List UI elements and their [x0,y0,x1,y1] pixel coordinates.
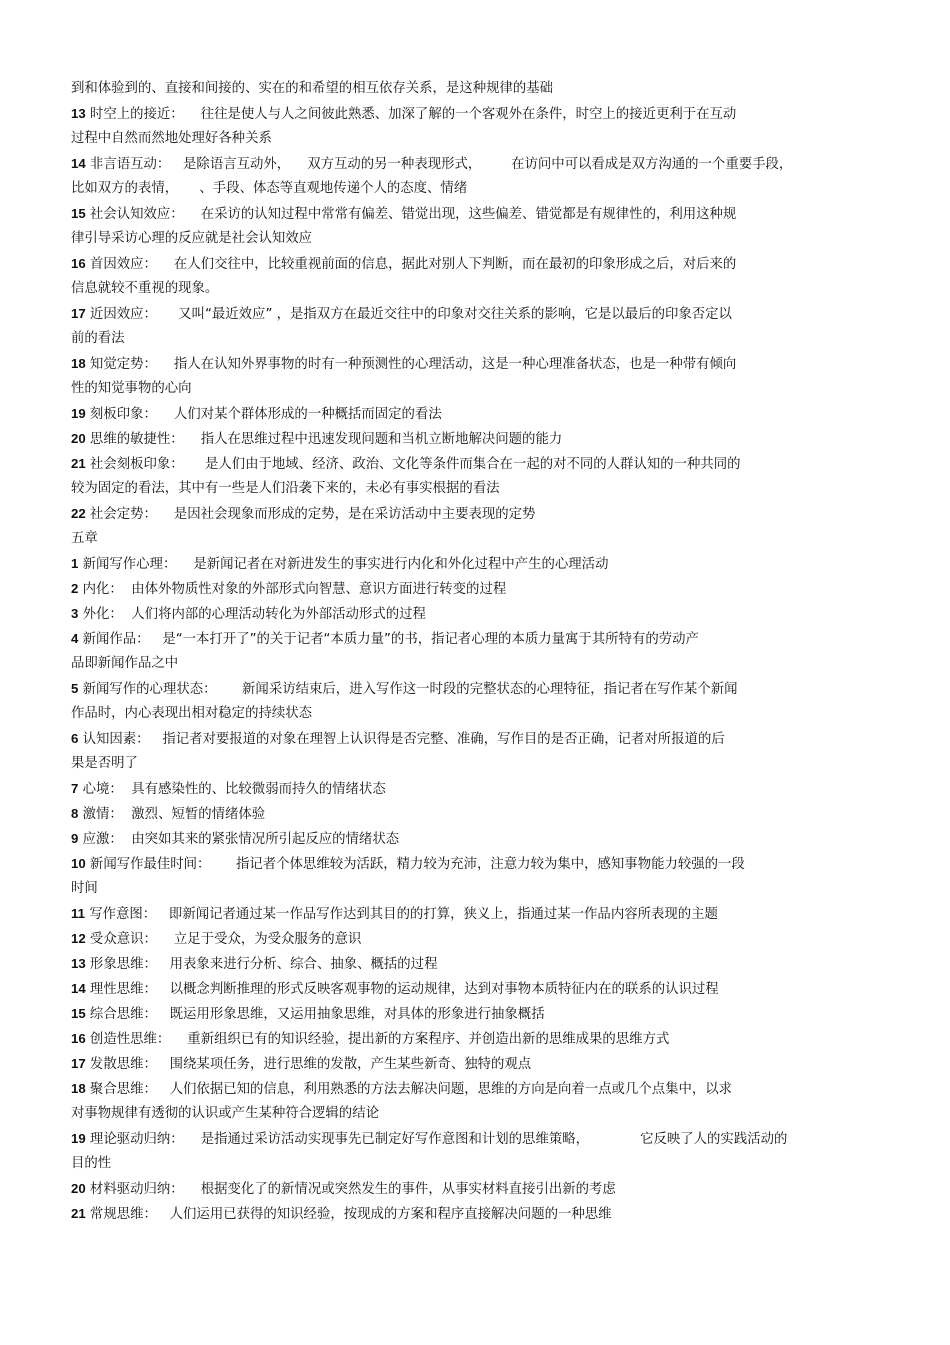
entry-text: 形象思维： 用表象来进行分析、综合、抽象、概括的过程 [85,956,438,972]
definition-entry [71,1176,861,1201]
entry-number: 4 [71,630,79,646]
entry-number: 21 [71,1205,86,1221]
entry-line [71,826,861,851]
entry-text: 时空上的接近： 往往是使人与人之间彼此熟悉、加深了解的一个客观外在条件，时空上的接近更利于在互动 [85,106,737,122]
entry-number: 10 [71,855,86,871]
entry-number: 15 [71,205,86,221]
entry-text: 新闻写作的心理状态： 新闻采访结束后，进入写作这一时段的完整状态的心理特征，指记者在写作某个新闻 [78,681,738,697]
entry-number: 16 [71,1030,86,1046]
entry-line [71,401,861,426]
entry-number: 18 [71,1080,86,1096]
definition-entry [71,251,861,301]
entry-number: 6 [71,730,79,746]
entry-line [71,751,861,776]
entry-line [71,351,861,376]
entry-number: 14 [71,155,86,171]
entry-line [71,726,861,751]
entry-line [71,951,861,976]
entry-text: 过程中自然而然地处理好各种关系 [71,130,272,146]
entry-text: 果是否明了 [71,755,138,771]
document-body [71,76,861,1226]
entry-text: 前的看法 [71,330,125,346]
entry-text: 比如双方的表情， 、手段、体态等直观地传递个人的态度、情绪 [71,180,468,196]
entry-line [71,576,861,601]
entry-number: 17 [71,305,86,321]
entry-number: 11 [71,905,85,921]
entry-line [71,1101,861,1126]
entry-line [71,201,861,226]
entry-line [71,526,861,551]
entry-text: 内化： 由体外物质性对象的外部形式向智慧、意识方面进行转变的过程 [78,581,507,597]
entry-text: 应激： 由突如其来的紧张情况所引起反应的情绪状态 [78,831,400,847]
entry-line [71,676,861,701]
entry-line [71,1176,861,1201]
definition-entry [71,101,861,151]
entry-text: 对事物规律有透彻的认识或产生某种符合逻辑的结论 [71,1105,379,1121]
entry-text: 刻板印象： 人们对某个群体形成的一种概括而固定的看法 [85,406,442,422]
entry-number: 1 [71,555,79,571]
entry-text: 目的性 [71,1155,112,1171]
entry-line [71,276,861,301]
entry-text: 新闻写作心理： 是新闻记者在对新进发生的事实进行内化和外化过程中产生的心理活动 [78,556,609,572]
entry-number: 2 [71,580,79,596]
definition-entry [71,676,861,726]
entry-number: 20 [71,1180,86,1196]
entry-text: 信息就较不重视的现象。 [71,280,219,296]
entry-text: 材料驱动归纳： 根据变化了的新情况或突然发生的事件，从事实材料直接引出新的考虑 [85,1181,616,1197]
entry-line [71,101,861,126]
entry-text: 作品时，内心表现出相对稳定的持续状态 [71,705,313,721]
definition-entry [71,976,861,1001]
entry-line [71,926,861,951]
entry-line [71,976,861,1001]
entry-text: 非言语互动： 是除语言互动外， 双方互动的另一种表现形式， 在访问中可以看成是双方沟通的一个重要手段， [85,156,793,172]
entry-line [71,251,861,276]
entry-line [71,326,861,351]
entry-text: 聚合思维： 人们依据已知的信息，利用熟悉的方法去解决问题，思维的方向是向着一点或几个点集中，以求 [85,1081,733,1097]
entry-number: 13 [71,955,86,971]
entry-line [71,501,861,526]
entry-line [71,551,861,576]
entry-text: 社会认知效应： 在采访的认知过程中常常有偏差、错觉出现，这些偏差、错觉都是有规律性的，利用这种规 [85,206,737,222]
entry-number: 20 [71,430,86,446]
definition-entry [71,1076,861,1126]
entry-line [71,801,861,826]
definition-entry [71,351,861,401]
definition-entry [71,576,861,601]
definition-entry [71,451,861,501]
entry-number: 21 [71,455,86,471]
entry-number: 5 [71,680,79,696]
entry-line [71,1076,861,1101]
entry-line [71,426,861,451]
entry-line [71,851,861,876]
entry-text: 理性思维： 以概念判断推理的形式反映客观事物的运动规律，达到对事物本质特征内在的联系的认识过程 [85,981,719,997]
entry-line [71,76,861,101]
entry-number: 8 [71,805,79,821]
entry-line [71,701,861,726]
entry-line [71,226,861,251]
definition-entry [71,201,861,251]
entry-text: 理论驱动归纳： 是指通过采访活动实现事先已制定好写作意图和计划的思维策略， 它反映了人的实践活动的 [85,1131,788,1147]
entry-line [71,626,861,651]
entry-line [71,1201,861,1226]
entry-number: 17 [71,1055,86,1071]
entry-text: 发散思维： 围绕某项任务，进行思维的发散，产生某些新奇、独特的观点 [85,1056,532,1072]
definition-entry [71,1201,861,1226]
entry-number: 9 [71,830,79,846]
entry-text: 心境： 具有感染性的、比较微弱而持久的情绪状态 [78,781,386,797]
entry-line [71,151,861,176]
entry-line [71,776,861,801]
entry-line [71,601,861,626]
entry-line [71,476,861,501]
definition-entry [71,1026,861,1051]
entry-line [71,301,861,326]
entry-line [71,176,861,201]
entry-line [71,651,861,676]
entry-text: 到和体验到的、直接和间接的、实在的和希望的相互依存关系，是这种规律的基础 [71,80,554,96]
entry-text: 近因效应： 又叫“最近效应” ，是指双方在最近交往中的印象对交往关系的影响，它是以最后的印象否定以 [85,306,732,322]
entry-text: 外化： 人们将内部的心理活动转化为外部活动形式的过程 [78,606,426,622]
entry-text: 创造性思维： 重新组织已有的知识经验，提出新的方案程序、并创造出新的思维成果的思维方式 [85,1031,670,1047]
entry-text: 综合思维： 既运用形象思维，又运用抽象思维，对具体的形象进行抽象概括 [85,1006,545,1022]
entry-number: 22 [71,505,86,521]
entry-text: 律引导采访心理的反应就是社会认知效应 [71,230,313,246]
entry-text: 社会定势： 是因社会现象而形成的定势，是在采访活动中主要表现的定势 [85,506,536,522]
entry-text: 品即新闻作品之中 [71,655,179,671]
entry-line [71,1151,861,1176]
definition-entry [71,1001,861,1026]
definition-entry [71,1126,861,1176]
entry-text: 激情： 激烈、短暂的情绪体验 [78,806,266,822]
definition-entry [71,501,861,526]
entry-text: 知觉定势： 指人在认知外界事物的时有一种预测性的心理活动，这是一种心理准备状态，也是一种带有倾向 [85,356,737,372]
definition-entry [71,801,861,826]
definition-entry [71,151,861,201]
entry-text: 首因效应： 在人们交往中，比较重视前面的信息，据此对别人下判断，而在最初的印象形成之后，对后来的 [85,256,737,272]
entry-number: 19 [71,405,86,421]
entry-text: 新闻写作最佳时间： 指记者个体思维较为活跃，精力较为充沛，注意力较为集中，感知事物能力较强的一段 [85,856,745,872]
entry-text: 受众意识： 立足于受众，为受众服务的意识 [85,931,362,947]
entry-number: 3 [71,605,79,621]
entry-text: 常规思维： 人们运用已获得的知识经验，按现成的方案和程序直接解决问题的一种思维 [85,1206,612,1222]
definition-entry [71,426,861,451]
definition-entry [71,776,861,801]
entry-line [71,876,861,901]
entry-line [71,126,861,151]
entry-number: 15 [71,1005,86,1021]
entry-line [71,1001,861,1026]
entry-number: 14 [71,980,86,996]
entry-text: 新闻作品： 是“一本打开了”的关于记者“本质力量”的书，指记者心理的本质力量寓于其所特有的劳动产 [78,631,699,647]
definition-entry [71,526,861,551]
entry-line [71,1126,861,1151]
definition-entry [71,601,861,626]
definition-entry [71,726,861,776]
entry-text: 性的知觉事物的心向 [71,380,192,396]
entry-line [71,1026,861,1051]
definition-entry [71,851,861,901]
definition-entry [71,301,861,351]
entry-line [71,376,861,401]
entry-number: 13 [71,105,86,121]
entry-number: 19 [71,1130,86,1146]
entry-line [71,451,861,476]
definition-entry [71,76,861,101]
definition-entry [71,401,861,426]
entry-number: 7 [71,780,79,796]
definition-entry [71,551,861,576]
definition-entry [71,951,861,976]
definition-entry [71,826,861,851]
entry-text: 思维的敏捷性： 指人在思维过程中迅速发现问题和当机立断地解决问题的能力 [85,431,563,447]
entry-text: 认知因素： 指记者对要报道的对象在理智上认识得是否完整、准确，写作目的是否正确，记者对所报道的后 [78,731,725,747]
entry-text: 较为固定的看法，其中有一些是人们沿袭下来的，未必有事实根据的看法 [71,480,500,496]
definition-entry [71,926,861,951]
entry-number: 16 [71,255,86,271]
entry-text: 写作意图： 即新闻记者通过某一作品写作达到其目的的打算，狭义上，指通过某一作品内容所表现的主题 [84,906,718,922]
entry-number: 12 [71,930,86,946]
entry-text: 社会刻板印象： 是人们由于地域、经济、政治、文化等条件而集合在一起的对不同的人群认知的一种共同的 [85,456,741,472]
definition-entry [71,1051,861,1076]
definition-entry [71,626,861,676]
entry-text: 五章 [71,530,98,546]
entry-number: 18 [71,355,86,371]
entry-line [71,901,861,926]
entry-text: 时间 [71,880,98,896]
definition-entry [71,901,861,926]
entry-line [71,1051,861,1076]
